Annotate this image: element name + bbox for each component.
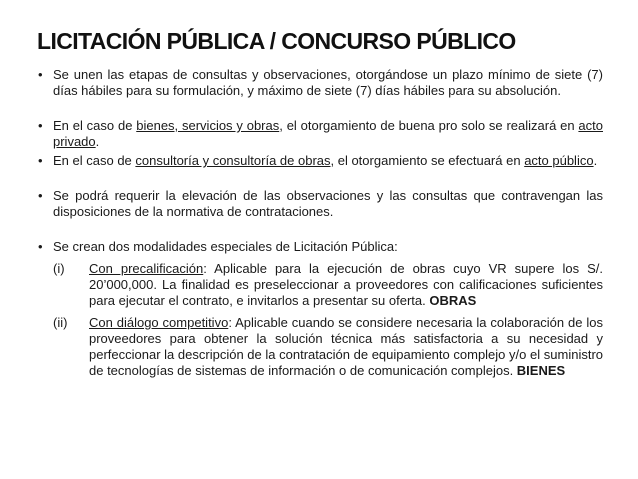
underlined-term: Con diálogo competitivo bbox=[89, 315, 229, 330]
bullet-text: . bbox=[95, 134, 100, 149]
item-text: : Aplicable cuando se considere necesaria la colaboración de los proveedores para obtener la solución técnica más satisfactoria a su necesidad y perfeccionar la descripción de la contratación de equipamiento complejo y/o el suministro de tecnologías de sistemas de información o de comunicación complejos. bbox=[89, 315, 604, 378]
modality-prequalification bbox=[53, 261, 603, 309]
underlined-term: acto privado bbox=[53, 118, 603, 149]
bullet-text: . bbox=[593, 153, 598, 168]
bullet-goods-services bbox=[37, 118, 603, 150]
bullet-stages: • Se unen las etapas de consultas y observaciones, otorgándose un plazo mínimo de siete (7) días hábiles para su formulación, y máximo de siete (7) días hábiles para su absolución. bbox=[37, 67, 603, 99]
bullet-observations: • Se podrá requerir la elevación de las observaciones y las consultas que contravengan las disposiciones de la normativa de contrataciones. bbox=[37, 188, 603, 220]
category-tag: OBRAS bbox=[429, 293, 477, 308]
underlined-term: bienes, servicios y obras bbox=[136, 118, 280, 133]
underlined-term: acto público bbox=[524, 153, 594, 168]
underlined-term: Con precalificación bbox=[89, 261, 204, 276]
bullet-modalities: • Se crean dos modalidades especiales de Licitación Pública: bbox=[37, 239, 603, 255]
slide-title: LICITACIÓN PÚBLICA / CONCURSO PÚBLICO bbox=[37, 28, 516, 54]
bullet-text: , el otorgamiento de buena pro solo se realizará en bbox=[279, 118, 579, 133]
item-number: (i) bbox=[53, 261, 65, 276]
bullet-consulting bbox=[37, 153, 603, 169]
bullet-text: , el otorgamiento se efectuará en bbox=[330, 153, 525, 168]
item-number: (ii) bbox=[53, 315, 68, 330]
bullet-text: En el caso de bbox=[53, 118, 137, 133]
category-tag: BIENES bbox=[516, 363, 566, 378]
item-text: : Aplicable para la ejecución de obras cuyo VR supere los S/. 20’000,000. La finalidad es preseleccionar a proveedores con calificaciones suficientes para ejecutar el contrato, e invitarlos a presentar su oferta. bbox=[89, 261, 603, 308]
modality-competitive-dialogue bbox=[53, 315, 603, 379]
bullet-text: En el caso de bbox=[53, 153, 136, 168]
underlined-term: consultoría y consultoría de obras bbox=[135, 153, 331, 168]
bullet-list bbox=[37, 67, 603, 379]
